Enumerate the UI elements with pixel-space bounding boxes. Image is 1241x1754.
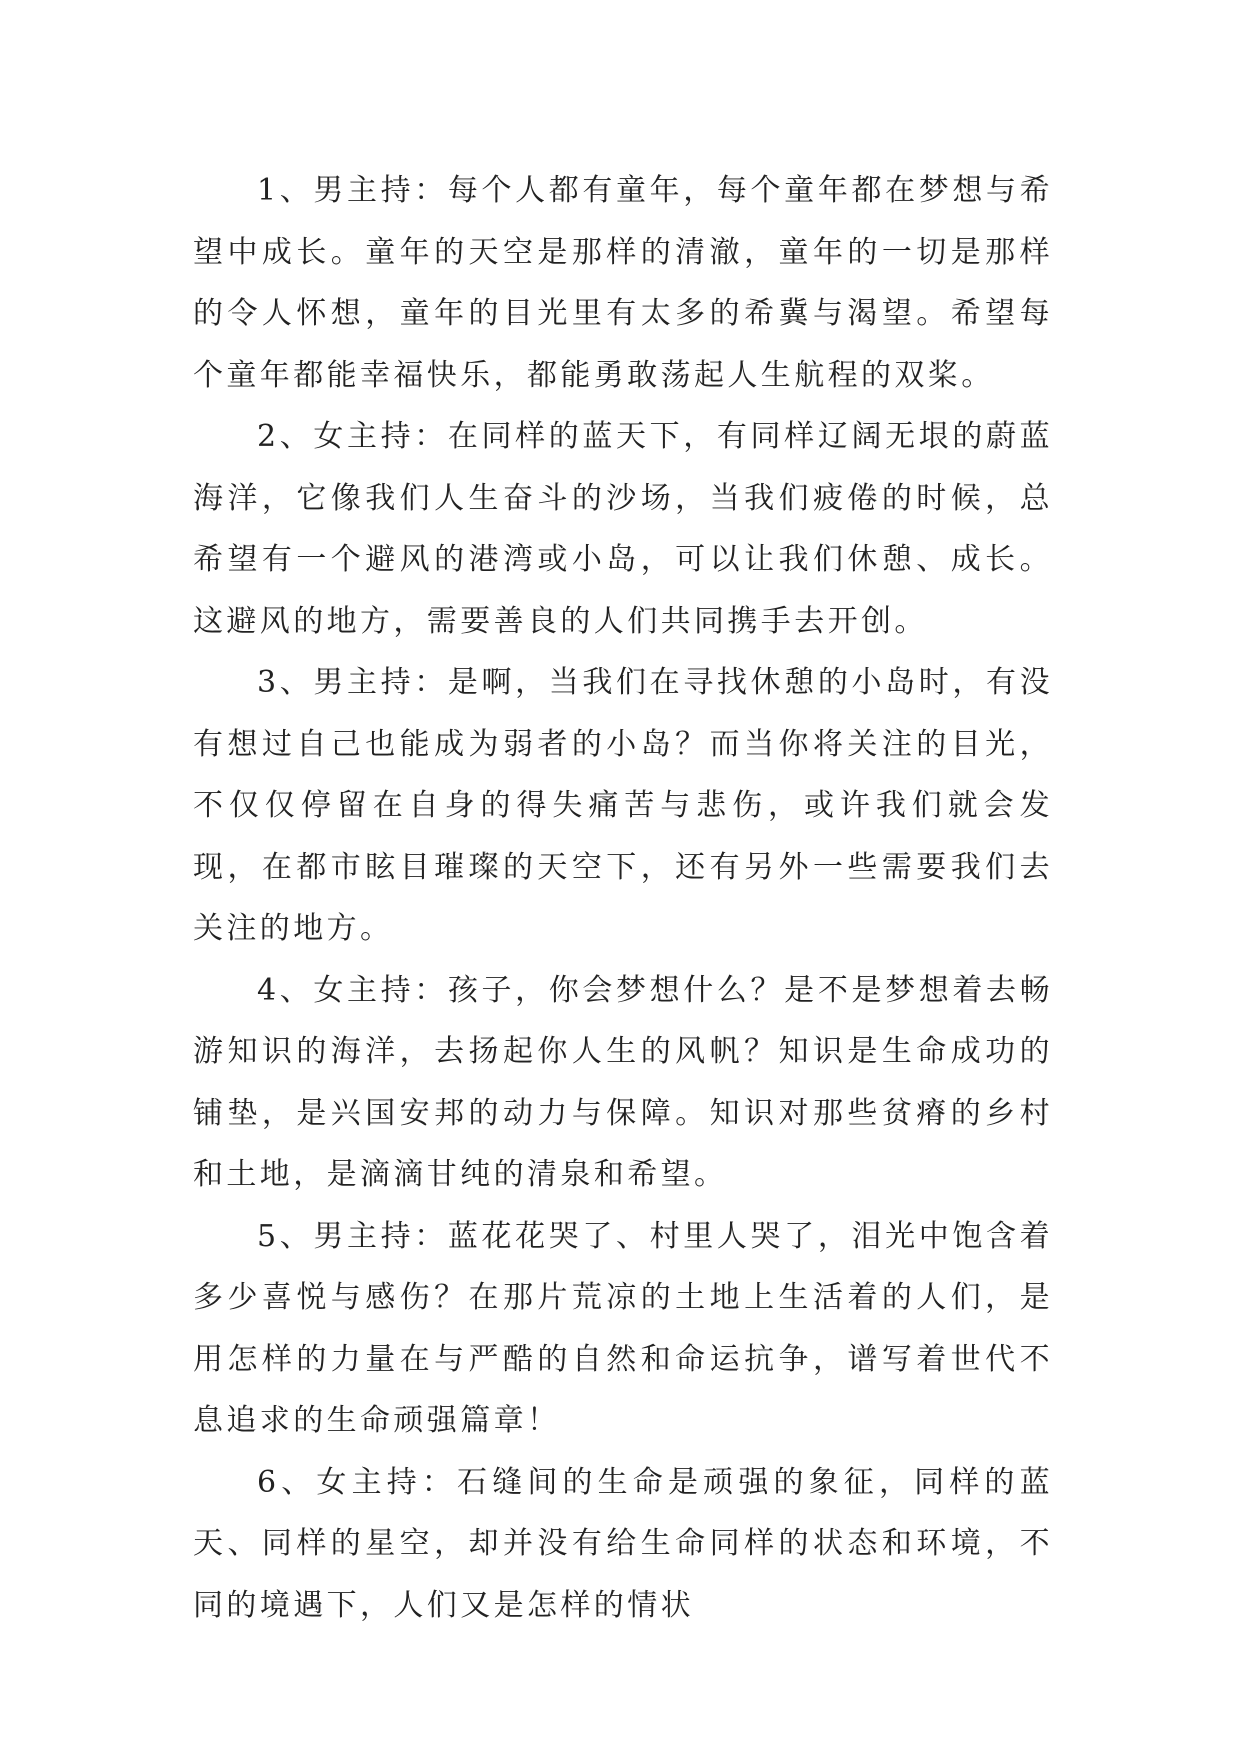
paragraph-6: 6、女主持：石缝间的生命是顽强的象征，同样的蓝天、同样的星空，却并没有给生命同样的状态和环境，不同的境遇下，人们又是怎样的情状 <box>193 1464 1053 1623</box>
paragraph-1: 1、男主持：每个人都有童年，每个童年都在梦想与希望中成长。童年的天空是那样的清澈，童年的一切是那样的令人怀想，童年的目光里有太多的希冀与渴望。希望每个童年都能幸福快乐，都能勇敢荡起人生航程的双桨。 <box>193 173 1053 393</box>
paragraph-4: 4、女主持：孩子，你会梦想什么？是不是梦想着去畅游知识的海洋，去扬起你人生的风帆？知识是生命成功的铺垫，是兴国安邦的动力与保障。知识对那些贫瘠的乡村和土地，是滴滴甘纯的清泉和希望。 <box>193 972 1053 1192</box>
document-body <box>193 160 1053 1636</box>
paragraph-3: 3、男主持：是啊，当我们在寻找休憩的小岛时，有没有想过自己也能成为弱者的小岛？而当你将关注的目光，不仅仅停留在自身的得失痛苦与悲伤，或许我们就会发现，在都市眩目璀璨的天空下，还有另外一些需要我们去关注的地方。 <box>193 665 1053 946</box>
paragraph-2: 2、女主持：在同样的蓝天下，有同样辽阔无垠的蔚蓝海洋，它像我们人生奋斗的沙场，当我们疲倦的时候，总希望有一个避风的港湾或小岛，可以让我们休憩、成长。这避风的地方，需要善良的人们共同携手去开创。 <box>193 419 1053 639</box>
paragraph-5: 5、男主持：蓝花花哭了、村里人哭了，泪光中饱含着多少喜悦与感伤？在那片荒凉的土地上生活着的人们，是用怎样的力量在与严酷的自然和命运抗争，谱写着世代不息追求的生命顽强篇章！ <box>193 1218 1053 1438</box>
